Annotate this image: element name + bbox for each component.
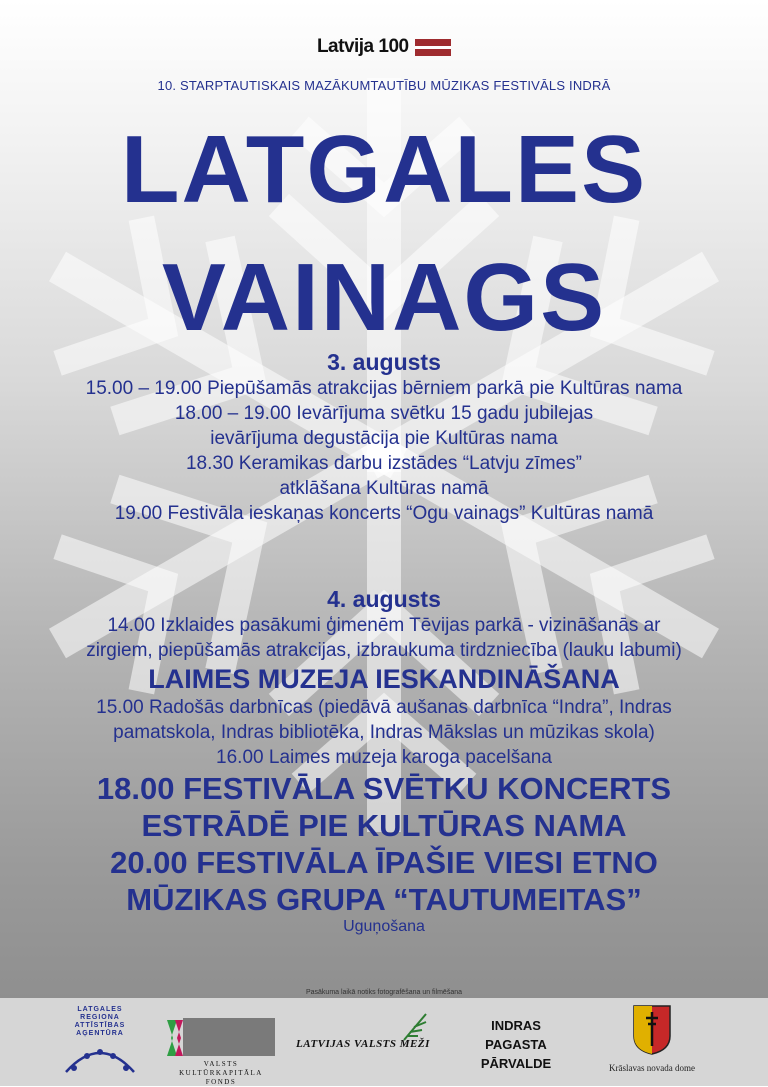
festival-subtitle: 10. STARPTAUTISKAIS MAZĀKUMTAUTĪBU MŪZIKAS FESTIVĀLS INDRĀ [157, 78, 611, 93]
ipp-logo-line: INDRAS [491, 1018, 541, 1033]
lra-emblem-icon [60, 1038, 140, 1076]
tree-branch-icon [400, 1012, 430, 1042]
day-2-section [0, 586, 768, 936]
kraslava-coat-of-arms-icon [632, 1004, 672, 1056]
day-2-line: pamatskola, Indras bibliotēka, Indras Mākslas un mūzikas skola) [113, 722, 655, 743]
latvian-flag-icon [415, 39, 451, 56]
indras-pagasta-parvalde-logo [470, 1016, 562, 1073]
day-2-line: 14.00 Izklaides pasākumi ģimenēm Tēvijas parkā - vizināšanās ar [107, 615, 661, 636]
day-1-section [0, 349, 768, 526]
vkkf-grey-block [183, 1018, 275, 1056]
day-2-line: zirgiem, piepūšamās atrakcijas, izbraukuma tirdzniecība (lauku labumi) [86, 640, 682, 661]
kraslava-logo [592, 1004, 712, 1073]
vkkf-caption [165, 1060, 277, 1087]
vkkf-caption-line: KULTŪRKAPITĀLA FONDS [179, 1069, 263, 1086]
lra-logo-line: REGIONA [80, 1014, 120, 1021]
filming-notice: Pasākuma laikā notiks fotografēšana un filmēšana [305, 989, 463, 996]
latvija-100-logo-text: Latvija 100 [316, 36, 409, 57]
day-1-line: 18.30 Keramikas darbu izstādes “Latvju zīmes” [185, 453, 582, 474]
vkkf-emblem-icon [165, 1018, 185, 1058]
vkkf-logo [165, 1016, 277, 1086]
day-1-line: 18.00 – 19.00 Ievārījuma svētku 15 gadu jubilejas [174, 403, 594, 424]
day-2-date: 4. augusts [327, 586, 441, 612]
kraslava-caption: Krāslavas novada dome [609, 1063, 695, 1073]
lra-logo [60, 1006, 140, 1082]
ipp-logo-line: PĀRVALDE [480, 1056, 552, 1071]
lra-logo-line: AĢENTŪRA [76, 1030, 124, 1037]
vkkf-caption-line: VALSTS [203, 1060, 239, 1068]
highlight-line: 18.00 FESTIVĀLA SVĒTKU KONCERTS [96, 771, 672, 806]
highlight-line: 20.00 FESTIVĀLA ĪPAŠIE VIESI ETNO [110, 845, 658, 880]
day-1-line: ievārījuma degustācija pie Kultūras nama [210, 428, 558, 449]
title-line-1: LATGALES [120, 116, 648, 223]
ipp-logo-line: PAGASTA [485, 1037, 547, 1052]
lvm-logo-text: LATVIJAS VALSTS MEŽI [296, 1038, 430, 1050]
highlight-line: ESTRĀDĒ PIE KULTŪRAS NAMA [141, 808, 627, 843]
lra-logo-line: ATTĪSTĪBAS [74, 1022, 126, 1029]
closing-line: Uguņošana [343, 918, 425, 935]
day-1-line: 15.00 – 19.00 Piepūšamās atrakcijas bērniem parkā pie Kultūras nama [85, 378, 683, 399]
highlight-line: MŪZIKAS GRUPA “TAUTUMEITAS” [126, 882, 642, 917]
day-1-line: 19.00 Festivāla ieskaņas koncerts “Ogu vainags” Kultūras namā [114, 503, 654, 524]
laimes-muzejs-heading: LAIMES MUZEJA IESKANDINĀŠANA [148, 664, 620, 694]
day-2-line: 15.00 Radošās darbnīcas (piedāvā aušanas darbnīca “Indra”, Indras [96, 697, 672, 718]
day-1-date: 3. augusts [327, 349, 441, 375]
lra-logo-line: LATGALES [77, 1006, 123, 1013]
lvm-logo [296, 1038, 446, 1050]
day-1-line: atklāšana Kultūras namā [279, 478, 489, 499]
latvija-100-logo [0, 36, 768, 58]
day-2-line: 16.00 Laimes muzeja karoga pacelšana [216, 747, 552, 768]
title-line-2: VAINAGS [161, 244, 607, 351]
